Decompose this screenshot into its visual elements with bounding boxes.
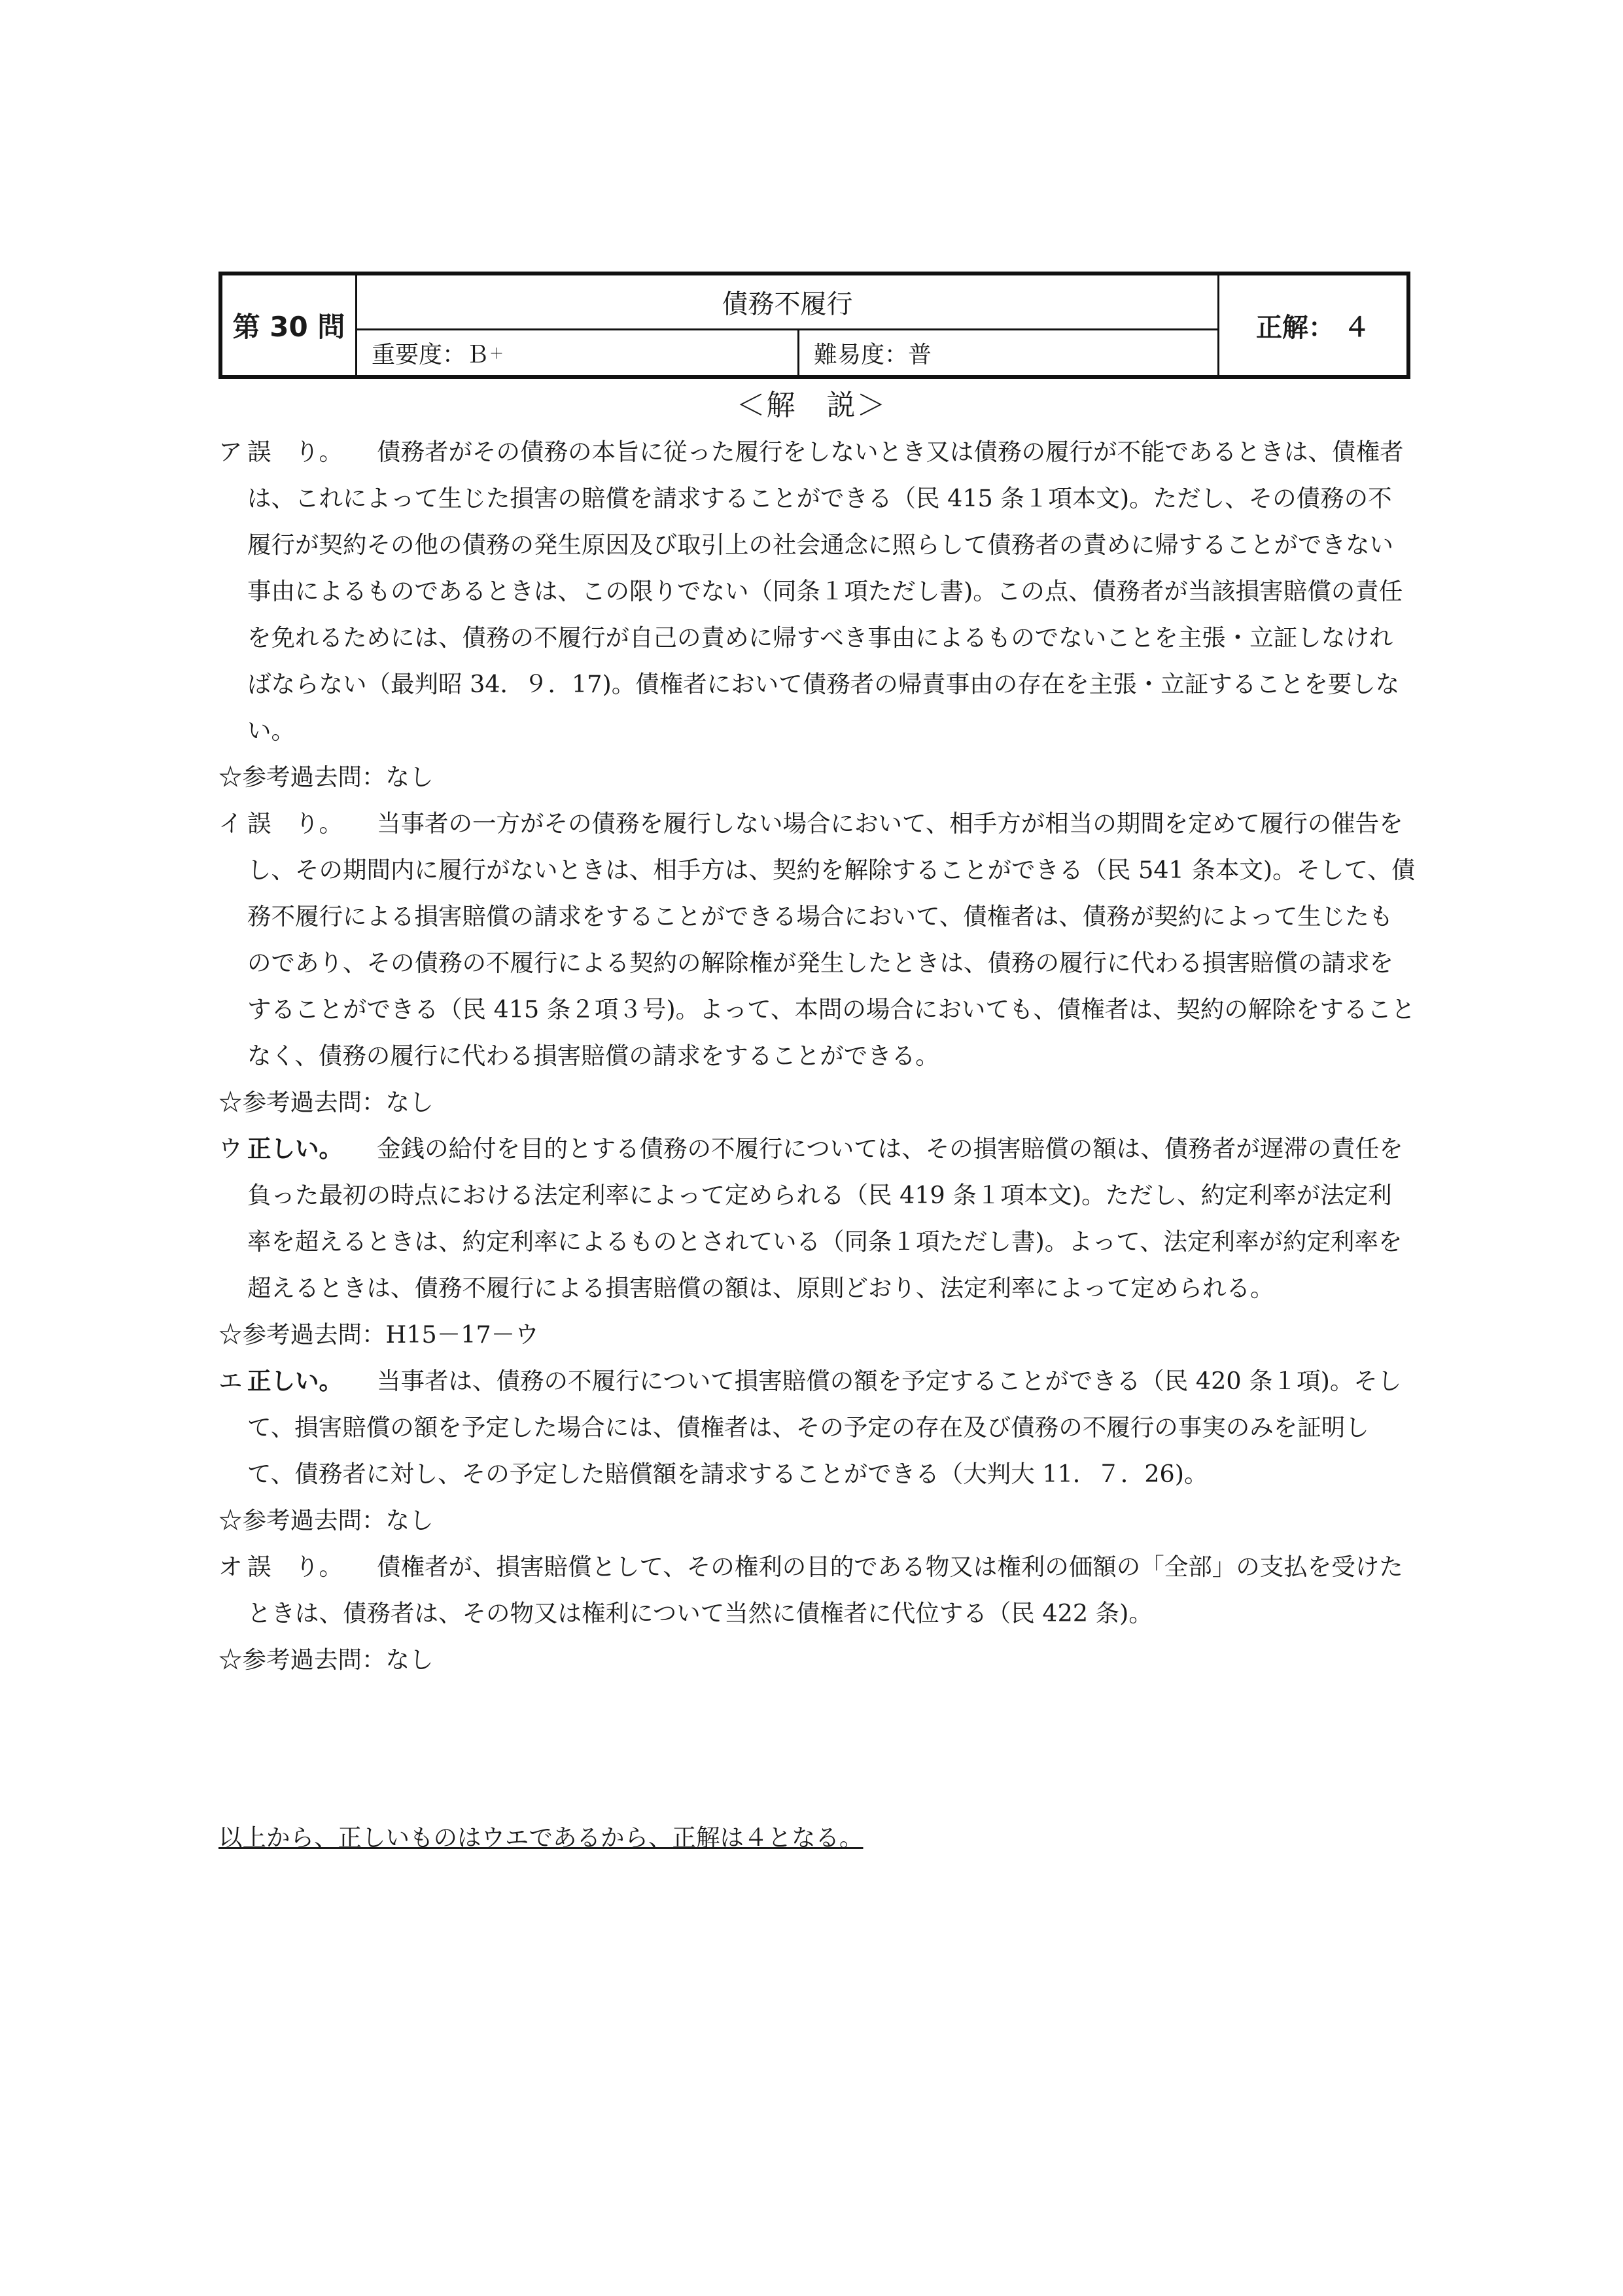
item-verdict: 誤 り。 [247,809,343,838]
item-verdict: 正しい。 [247,1367,343,1395]
item-text: 債務者がその債務の本旨に従った履行をしないとき又は債務の履行が不能であるときは、債権者は、これによって生じた損害の賠償を請求することができる（民 415 条１項本文)。ただし、その債務の不履行が契約その他の債務の発生原因及び取引上の社会通念に照らして債務者の責めに帰することができない事由によるものであるときは、この限りでない（同条１項ただし書)。この点、債務者が当該損害賠償の責任を免れるためには、債務の不履行が自己の責めに帰すべき事由によるものでないことを主張・立証しなければならない（最判昭 34．９．17)。債権者において債務者の帰責事由の存在を主張・立証することを要しない。 [247,438,1404,745]
item-label: エ [218,1367,243,1395]
explanation-body [218,429,1416,1683]
item-label: ウ [218,1135,243,1163]
item-paragraph [218,800,1416,1079]
explanation-item-o [218,1544,1416,1683]
item-paragraph [218,1544,1416,1636]
importance-plus-mark: ＋ [489,345,504,362]
item-text: 金銭の給付を目的とする債務の不履行については、その損害賠償の額は、債務者が遅滞の責任を負った最初の時点における法定利率によって定められる（民 419 条１項本文)。ただし、約定利率が法定利率を超えるときは、約定利率によるものとされている（同条１項ただし書)。よって、法定利率が約定利率を超えるときは、債務不履行による損害賠償の額は、原則どおり、法定利率によって定められる。 [247,1135,1403,1302]
topic-title: 債務不履行 [357,275,1217,330]
correct-answer: 正解： ４ [1256,312,1370,343]
explanation-item-e [218,1358,1416,1544]
difficulty-cell [799,330,1217,375]
conclusion-text: 以上から、正しいものはウエであるから、正解は４となる。 [218,1824,864,1852]
past-question-ref: ☆参考過去問：H15－17－ウ [218,1320,539,1349]
item-verdict: 誤 り。 [247,1553,343,1581]
item-verdict: 正しい。 [247,1135,343,1163]
past-question-ref: ☆参考過去問：なし [218,763,434,791]
item-text: 当事者は、債務の不履行について損害賠償の額を予定することができる（民 420 条１項)。そして、損害賠償の額を予定した場合には、債権者は、その予定の存在及び債務の不履行の事実のみを証明して、債務者に対し、その予定した賠償額を請求することができる（大判大 11．７．26)。 [247,1367,1402,1488]
section-heading: ＜解 説＞ [736,389,887,422]
explanation-item-u [218,1125,1416,1358]
question-number: 第 30 問 [222,275,357,375]
past-question-ref: ☆参考過去問：なし [218,1088,434,1116]
item-verdict: 誤 り。 [247,438,343,466]
header-meta-row [357,330,1217,375]
explanation-item-i [218,800,1416,1125]
item-text: 債権者が、損害賠償として、その権利の目的である物又は権利の価額の「全部」の支払を受けたときは、債務者は、その物又は権利について当然に債権者に代位する（民 422 条)。 [247,1553,1403,1627]
past-question-ref: ☆参考過去問：なし [218,1646,434,1674]
difficulty-label: 難易度：普 [814,341,932,368]
question-header-table [218,272,1410,379]
item-text: 当事者の一方がその債務を履行しない場合において、相手方が相当の期間を定めて履行の催告をし、その期間内に履行がないときは、相手方は、契約を解除することができる（民 541 条本文)。そして、債務不履行による損害賠償の請求をすることができる場合において、債権者は、債務が契約によって生じたものであり、その債務の不履行による契約の解除権が発生したときは、債務の履行に代わる損害賠償の請求をすることができる（民 415 条２項３号)。よって、本問の場合においても、債権者は、契約の解除をすることなく、債務の履行に代わる損害賠償の請求をすることができる。 [247,809,1416,1070]
item-label: オ [218,1553,243,1581]
item-label: ア [218,438,243,466]
importance-cell [357,330,799,375]
item-paragraph [218,1125,1416,1311]
importance-label: 重要度：Ｂ [372,341,490,368]
past-question-ref: ☆参考過去問：なし [218,1506,434,1534]
explanation-item-a [218,429,1416,800]
header-middle [357,275,1219,375]
item-paragraph [218,429,1416,754]
item-paragraph [218,1358,1416,1497]
item-label: イ [218,809,243,838]
